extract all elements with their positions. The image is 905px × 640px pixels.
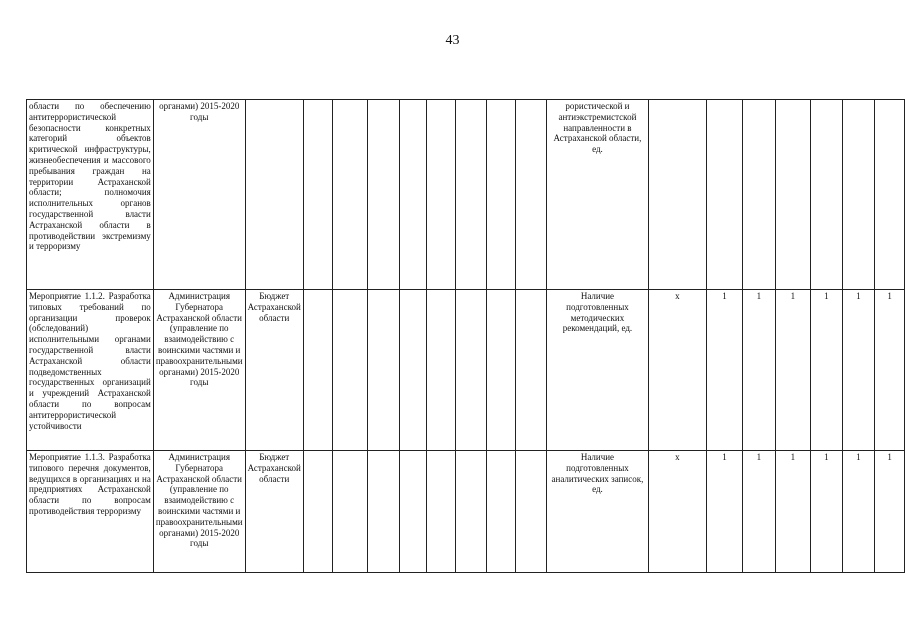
- value-cell: 1: [842, 451, 875, 573]
- empty-cell: [368, 100, 399, 290]
- empty-cell: [427, 290, 456, 451]
- activity-cell: Мероприятие 1.1.2. Разработка типовых требований по организации проверок (обследований) исполнительными органами государственной власти Астраханской области подведомственных государственных организаций и учреждений Астраханской области по вопросам антитеррористической устойчивости: [27, 290, 154, 451]
- indicator-cell: Наличие подготовленных методических рекомендаций, ед.: [547, 290, 649, 451]
- executor-cell: Администрация Губернатора Астраханской области (управление по взаимодействию с воинскими частями и правоохранительными органами) 2015-2020 годы: [153, 290, 245, 451]
- value-cell: 1: [743, 451, 776, 573]
- value-cell: [811, 100, 843, 290]
- empty-cell: [515, 100, 546, 290]
- value-cell: 1: [743, 290, 776, 451]
- empty-cell: [333, 100, 368, 290]
- value-cell: [743, 100, 776, 290]
- value-cell: 1: [811, 451, 843, 573]
- empty-cell: [455, 290, 486, 451]
- value-cell: 1: [706, 451, 742, 573]
- activities-table: [26, 99, 905, 573]
- empty-cell: [515, 290, 546, 451]
- source-cell: Бюджет Астраханской области: [245, 451, 303, 573]
- value-cell: 1: [875, 451, 905, 573]
- empty-cell: [487, 451, 516, 573]
- empty-cell: [427, 100, 456, 290]
- value-cell: [842, 100, 875, 290]
- value-cell: [775, 100, 810, 290]
- table-row: [27, 100, 905, 290]
- value-cell: [875, 100, 905, 290]
- empty-cell: [399, 100, 427, 290]
- executor-cell: Администрация Губернатора Астраханской области (управление по взаимодействию с воинскими частями и правоохранительными органами) 2015-2020 годы: [153, 451, 245, 573]
- empty-cell: [303, 100, 332, 290]
- activity-cell: области по обеспечению антитеррористической безопасности конкретных категорий объектов критической инфраструктуры, жизнеобеспечения и массового пребывания граждан на территории Астраханской области; полномочия исполнительных органов государственной власти Астраханской области в противодействии экстремизму и терроризму: [27, 100, 154, 290]
- empty-cell: [303, 290, 332, 451]
- value-cell: 1: [811, 290, 843, 451]
- table-row: [27, 451, 905, 573]
- value-cell: 1: [775, 451, 810, 573]
- empty-cell: [487, 100, 516, 290]
- base-value-cell: [648, 100, 706, 290]
- empty-cell: [399, 451, 427, 573]
- base-value-cell: х: [648, 290, 706, 451]
- indicator-cell: рористической и антиэкстремистской направленности в Астраханской области, ед.: [547, 100, 649, 290]
- empty-cell: [303, 451, 332, 573]
- value-cell: 1: [775, 290, 810, 451]
- page-number: 43: [445, 33, 460, 48]
- table-row: [27, 290, 905, 451]
- empty-cell: [333, 290, 368, 451]
- source-cell: [245, 100, 303, 290]
- empty-cell: [455, 100, 486, 290]
- value-cell: 1: [706, 290, 742, 451]
- value-cell: 1: [842, 290, 875, 451]
- empty-cell: [399, 290, 427, 451]
- executor-cell: органами) 2015-2020 годы: [153, 100, 245, 290]
- empty-cell: [427, 451, 456, 573]
- empty-cell: [368, 451, 399, 573]
- empty-cell: [368, 290, 399, 451]
- value-cell: [706, 100, 742, 290]
- empty-cell: [455, 451, 486, 573]
- value-cell: 1: [875, 290, 905, 451]
- source-cell: Бюджет Астраханской области: [245, 290, 303, 451]
- empty-cell: [487, 290, 516, 451]
- activity-cell: Мероприятие 1.1.3. Разработка типового перечня документов, ведущихся в организациях и на предприятиях Астраханской области по вопросам противодействия терроризму: [27, 451, 154, 573]
- empty-cell: [333, 451, 368, 573]
- base-value-cell: х: [648, 451, 706, 573]
- indicator-cell: Наличие подготовленных аналитических записок, ед.: [547, 451, 649, 573]
- empty-cell: [515, 451, 546, 573]
